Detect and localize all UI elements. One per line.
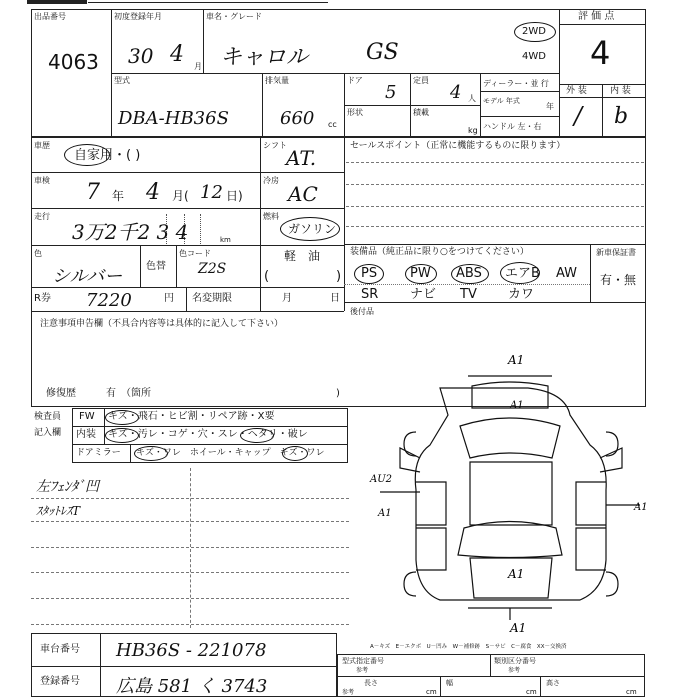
mark-rear: A1 — [508, 567, 525, 581]
length-label: 長さ — [364, 679, 378, 687]
door-label: ドア — [347, 76, 363, 85]
recycle-value: 7220 — [86, 290, 132, 311]
color-change-label: 色替 — [146, 261, 166, 272]
fw-circle — [105, 410, 139, 425]
diesel-paren-r: ) — [336, 269, 342, 284]
day-unit: 日) — [226, 189, 243, 203]
mirror-circle — [134, 446, 168, 461]
int-value: b — [614, 104, 629, 129]
reg-label: 初度登録年月 — [114, 12, 162, 21]
history-label: 車歴 — [34, 141, 50, 150]
top-tab — [27, 0, 87, 4]
ext-value: / — [574, 102, 583, 130]
seat-unit: 人 — [468, 94, 476, 103]
lot-value: 4063 — [48, 50, 99, 74]
load-unit: kg — [468, 126, 478, 135]
drive-2wd: 2WD — [522, 26, 546, 37]
year-unit: 年 — [112, 189, 125, 203]
color-value: シルバー — [52, 266, 123, 287]
repair-label: 修復歴 — [46, 388, 76, 399]
class-label: 類別区分番号 — [494, 657, 536, 665]
aftermarket-label: 後付品 — [350, 307, 374, 316]
mark-left-fender: AU2 — [370, 474, 393, 485]
diesel-paren-l: ( — [264, 269, 270, 284]
equip-tv: TV — [460, 287, 477, 302]
height-unit: cm — [626, 688, 637, 696]
equip-ps: PS — [361, 266, 378, 281]
int-circle — [105, 428, 139, 443]
mark-rear-bumper: A1 — [510, 621, 527, 635]
chassis-value: HB36S - 221078 — [116, 640, 267, 661]
ext-label: 外 装 — [566, 86, 587, 96]
cc-value: 660 — [280, 108, 315, 129]
rear-window — [458, 522, 562, 558]
equip-abs: ABS — [456, 266, 482, 281]
ac-label: 冷房 — [263, 176, 279, 185]
equip-sr: SR — [361, 287, 379, 302]
left-door-rear — [416, 528, 446, 570]
right-mirror — [600, 448, 622, 472]
right-door-front — [576, 482, 606, 525]
drive-4wd: 4WD — [522, 51, 546, 62]
mark-front-bumper: A1 — [508, 353, 525, 367]
color-code-label: 色コード — [179, 249, 211, 258]
equip-aw: AW — [556, 266, 578, 281]
mileage-value: 3万2千2 3 4 — [72, 220, 189, 244]
fw-text: キズ・飛石・ヒビ割・リペア跡・X要 — [108, 411, 275, 422]
mark-right-side: A1 — [634, 502, 648, 513]
equip-airbag: エアB — [505, 266, 540, 281]
remark-1: 左ﾌｪﾝﾀﾞ凹 — [36, 479, 99, 495]
int-label: 内 装 — [610, 86, 631, 96]
mirror-tag: ドアミラー — [76, 448, 121, 458]
reg-month-unit: 月 — [194, 62, 202, 71]
remark-2: ｽﾀｯﾄﾚｽT — [36, 504, 81, 518]
shift-value: AT. — [286, 146, 317, 170]
dealer-label: ディーラー・並 行 — [483, 79, 549, 88]
left-rear-wheel — [404, 572, 416, 596]
inspection-year: 7 — [86, 180, 100, 205]
name-label: 車名・グレード — [206, 12, 262, 21]
wheel-circle — [282, 446, 308, 461]
month-unit: 月( — [172, 189, 189, 203]
recycle-unit: 円 — [164, 293, 174, 304]
load-label: 積載 — [413, 108, 429, 117]
interior-text: キズ・汚レ・コゲ・穴・スレ・ヘタリ・破レ — [108, 429, 308, 440]
equip-pw: PW — [410, 266, 431, 281]
chassis-label: 車台番号 — [40, 644, 80, 655]
windshield — [460, 418, 560, 458]
door-value: 5 — [385, 82, 397, 103]
top-rule — [88, 2, 328, 3]
reg-month: 4 — [170, 42, 184, 67]
mirror-text: キズ・ワレ ホイール・キャップ キズ・ワレ — [136, 448, 325, 458]
width-label: 幅 — [446, 679, 453, 687]
legend: A－キズ E－エクボ U－凹み W－補修跡 S－サビ C－腐食 XX－交換済 — [370, 644, 567, 650]
fuel-diesel: 軽 油 — [284, 249, 321, 263]
equip-leather: カワ — [508, 287, 535, 302]
mnf-unit: 年 — [546, 102, 554, 111]
inspection-day: 12 — [200, 182, 223, 203]
cert-label: 型式指定番号 — [342, 657, 384, 665]
class-ref: 参考 — [508, 667, 521, 674]
left-mirror — [400, 448, 420, 472]
warranty-value: 有・無 — [600, 273, 637, 287]
handle-label: ハンドル 左・右 — [483, 122, 542, 131]
score-label: 評 価 点 — [578, 11, 615, 22]
right-door-rear — [576, 528, 606, 570]
inspector-label-1: 検査員 — [34, 412, 62, 422]
remarks-divider — [190, 468, 191, 628]
lot-label: 出品番号 — [34, 12, 66, 21]
inspection-label: 車検 — [34, 176, 50, 185]
score-value: 4 — [590, 34, 611, 72]
fuel-value: ガソリン — [288, 222, 337, 236]
cc-label: 排気量 — [265, 76, 289, 85]
recycle-label: R券 — [34, 293, 51, 304]
int-circle-2 — [240, 428, 274, 443]
cc-unit: cc — [328, 120, 337, 129]
color-label: 色 — [34, 249, 42, 258]
warranty-label: 新車保証書 — [596, 248, 636, 257]
shape-label: 形状 — [347, 108, 363, 117]
seat-label: 定員 — [413, 76, 429, 85]
inspection-month: 4 — [146, 180, 160, 205]
height-label: 高さ — [546, 679, 560, 687]
name-value: キャロル — [220, 45, 309, 70]
fw-tag: FW — [79, 411, 95, 422]
reg-year: 30 — [128, 44, 154, 68]
repair-value: 有 （箇所 — [106, 388, 151, 399]
equip-navi: ナビ — [410, 287, 437, 302]
sales-label: セールスポイント（正常に機能するものに限ります） — [350, 141, 566, 151]
plate-label: 登録番号 — [40, 676, 80, 687]
model-value: DBA-HB36S — [118, 108, 229, 129]
history-value: 自家用・( ) — [74, 148, 141, 163]
interior-tag: 内装 — [76, 429, 96, 440]
mark-left-door: A1 — [378, 508, 392, 519]
left-door-front — [416, 482, 446, 525]
name-change-day: 日 — [330, 293, 340, 304]
roof — [470, 462, 552, 525]
cert-ref: 参考 — [356, 667, 369, 674]
seat-value: 4 — [450, 82, 462, 103]
fuel-label: 燃料 — [263, 212, 279, 221]
repair-close-paren: ) — [336, 388, 340, 399]
color-code-value: Z2S — [198, 261, 227, 277]
width-unit: cm — [526, 688, 537, 696]
name-change-month: 月 — [282, 293, 292, 304]
inspector-label-2: 記入欄 — [34, 428, 62, 438]
length-unit: cm — [426, 688, 437, 696]
plate-value: 広島 581 く 3743 — [116, 676, 268, 697]
ac-value: AC — [288, 182, 318, 206]
mileage-label: 走行 — [34, 212, 50, 221]
dims-ref: 参考 — [342, 689, 355, 696]
name-change-label: 名変期限 — [192, 293, 232, 304]
shift-label: シフト — [263, 141, 287, 150]
right-rear-wheel — [606, 572, 618, 596]
model-label: 型式 — [114, 76, 130, 85]
mileage-unit: km — [220, 236, 231, 244]
notes-label: 注意事項申告欄（不具合内容等は具体的に記入して下さい） — [40, 319, 284, 329]
mnf-label: モデル 年式 — [483, 97, 520, 105]
mark-hood: A1 — [510, 400, 524, 411]
damage-diagram — [360, 340, 660, 640]
grade-value: GS — [366, 40, 399, 65]
equip-label: 装備品（純正品に限り○をつけてください） — [350, 247, 529, 257]
